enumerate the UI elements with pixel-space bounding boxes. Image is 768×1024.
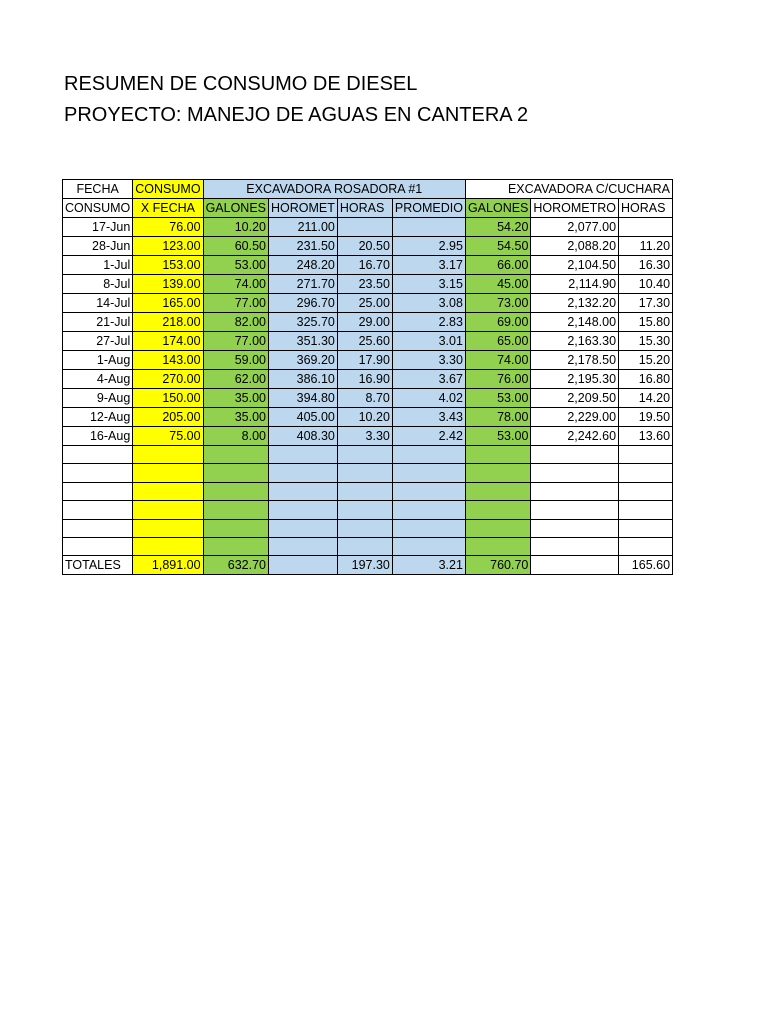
cell-horometro-1: 271.70 — [269, 275, 338, 294]
cell-galones-2: 76.00 — [465, 370, 530, 389]
cell-horometro-2: 2,132.20 — [531, 294, 619, 313]
cell-horometro-1: 351.30 — [269, 332, 338, 351]
cell-promedio: 3.17 — [392, 256, 465, 275]
table-row — [63, 332, 673, 351]
empty-row — [63, 519, 673, 537]
cell-galones-2: 45.00 — [465, 275, 530, 294]
cell-galones-1-empty — [203, 446, 268, 464]
cell-horas-1: 23.50 — [337, 275, 392, 294]
cell-consumo-empty — [133, 482, 203, 500]
cell-galones-1: 74.00 — [203, 275, 268, 294]
cell-horometro-1-empty — [269, 519, 338, 537]
totals-horas-1: 197.30 — [337, 556, 392, 575]
cell-promedio: 2.42 — [392, 427, 465, 446]
cell-galones-2: 53.00 — [465, 427, 530, 446]
cell-promedio: 3.01 — [392, 332, 465, 351]
cell-horas-1: 25.00 — [337, 294, 392, 313]
cell-fecha-empty — [63, 537, 133, 555]
cell-horometro-1-empty — [269, 464, 338, 482]
table-row — [63, 370, 673, 389]
totals-galones-1: 632.70 — [203, 556, 268, 575]
cell-promedio-empty — [392, 501, 465, 519]
header-excavadora-cuchara: EXCAVADORA C/CUCHARA — [465, 180, 672, 199]
header-fecha-consumo: CONSUMO — [63, 199, 133, 218]
cell-consumo: 123.00 — [133, 237, 203, 256]
cell-horometro-1-empty — [269, 446, 338, 464]
cell-horas-2-empty — [619, 501, 673, 519]
header-horometro-2: HOROMETRO — [531, 199, 619, 218]
cell-horometro-2-empty — [531, 501, 619, 519]
cell-galones-2: 66.00 — [465, 256, 530, 275]
header-row-2 — [63, 199, 673, 218]
cell-consumo-empty — [133, 501, 203, 519]
cell-consumo: 174.00 — [133, 332, 203, 351]
cell-fecha: 1-Aug — [63, 351, 133, 370]
cell-promedio-empty — [392, 464, 465, 482]
cell-horometro-2-empty — [531, 482, 619, 500]
cell-promedio: 3.30 — [392, 351, 465, 370]
cell-galones-1: 53.00 — [203, 256, 268, 275]
cell-horas-1: 20.50 — [337, 237, 392, 256]
cell-promedio: 3.15 — [392, 275, 465, 294]
cell-galones-1-empty — [203, 501, 268, 519]
cell-horometro-1: 408.30 — [269, 427, 338, 446]
cell-galones-2-empty — [465, 482, 530, 500]
cell-horometro-1-empty — [269, 501, 338, 519]
cell-horas-1-empty — [337, 519, 392, 537]
cell-fecha: 17-Jun — [63, 218, 133, 237]
cell-horas-1-empty — [337, 537, 392, 555]
cell-galones-2: 69.00 — [465, 313, 530, 332]
header-x-fecha: X FECHA — [133, 199, 203, 218]
cell-galones-2: 65.00 — [465, 332, 530, 351]
cell-horometro-1: 405.00 — [269, 408, 338, 427]
cell-fecha-empty — [63, 446, 133, 464]
cell-horometro-2: 2,242.60 — [531, 427, 619, 446]
cell-consumo-empty — [133, 519, 203, 537]
cell-fecha: 1-Jul — [63, 256, 133, 275]
totals-horometro-2 — [531, 556, 619, 575]
cell-horometro-1: 231.50 — [269, 237, 338, 256]
cell-horometro-1: 386.10 — [269, 370, 338, 389]
cell-horas-2: 16.80 — [619, 370, 673, 389]
cell-consumo: 75.00 — [133, 427, 203, 446]
table-row — [63, 294, 673, 313]
totals-horometro-1 — [269, 556, 338, 575]
cell-horometro-1: 296.70 — [269, 294, 338, 313]
cell-horometro-1: 325.70 — [269, 313, 338, 332]
cell-horometro-1: 211.00 — [269, 218, 338, 237]
totals-row — [63, 556, 673, 575]
header-horometro-1: HOROMET — [269, 199, 338, 218]
cell-horometro-2-empty — [531, 537, 619, 555]
cell-galones-2: 53.00 — [465, 389, 530, 408]
empty-row — [63, 464, 673, 482]
cell-galones-2-empty — [465, 464, 530, 482]
header-excavadora-rosadora: EXCAVADORA ROSADORA #1 — [203, 180, 465, 199]
cell-horometro-2: 2,178.50 — [531, 351, 619, 370]
cell-galones-2: 74.00 — [465, 351, 530, 370]
cell-horas-1: 8.70 — [337, 389, 392, 408]
header-galones-2: GALONES — [465, 199, 530, 218]
cell-horas-2-empty — [619, 519, 673, 537]
header-horas-2: HORAS — [619, 199, 673, 218]
cell-horometro-1: 369.20 — [269, 351, 338, 370]
cell-horas-2-empty — [619, 464, 673, 482]
empty-row — [63, 446, 673, 464]
cell-galones-1: 60.50 — [203, 237, 268, 256]
cell-consumo: 143.00 — [133, 351, 203, 370]
cell-consumo: 153.00 — [133, 256, 203, 275]
cell-horas-2: 16.30 — [619, 256, 673, 275]
table-body — [63, 218, 673, 556]
cell-galones-2-empty — [465, 519, 530, 537]
cell-horometro-2: 2,195.30 — [531, 370, 619, 389]
header-consumo: CONSUMO — [133, 180, 203, 199]
cell-horometro-2: 2,104.50 — [531, 256, 619, 275]
document-title: RESUMEN DE CONSUMO DE DIESEL — [64, 73, 418, 95]
cell-horas-1: 25.60 — [337, 332, 392, 351]
cell-galones-1-empty — [203, 519, 268, 537]
cell-horas-2: 11.20 — [619, 237, 673, 256]
cell-horometro-2-empty — [531, 464, 619, 482]
cell-horas-1 — [337, 218, 392, 237]
cell-horas-1: 17.90 — [337, 351, 392, 370]
table-row — [63, 351, 673, 370]
empty-row — [63, 537, 673, 555]
cell-galones-1: 82.00 — [203, 313, 268, 332]
cell-promedio: 3.67 — [392, 370, 465, 389]
cell-galones-2: 78.00 — [465, 408, 530, 427]
table-row — [63, 313, 673, 332]
cell-galones-2-empty — [465, 501, 530, 519]
cell-horas-2: 10.40 — [619, 275, 673, 294]
cell-fecha: 8-Jul — [63, 275, 133, 294]
cell-horas-2-empty — [619, 482, 673, 500]
cell-consumo: 76.00 — [133, 218, 203, 237]
cell-galones-1: 59.00 — [203, 351, 268, 370]
totals-promedio: 3.21 — [392, 556, 465, 575]
cell-horas-2-empty — [619, 537, 673, 555]
cell-horas-2: 19.50 — [619, 408, 673, 427]
cell-consumo: 218.00 — [133, 313, 203, 332]
cell-horas-2: 15.20 — [619, 351, 673, 370]
cell-galones-1: 62.00 — [203, 370, 268, 389]
header-galones-1: GALONES — [203, 199, 268, 218]
cell-galones-1: 10.20 — [203, 218, 268, 237]
cell-consumo: 165.00 — [133, 294, 203, 313]
cell-galones-1: 77.00 — [203, 332, 268, 351]
cell-galones-1-empty — [203, 464, 268, 482]
cell-horometro-2-empty — [531, 519, 619, 537]
totals-horas-2: 165.60 — [619, 556, 673, 575]
cell-horometro-1: 248.20 — [269, 256, 338, 275]
cell-galones-1: 35.00 — [203, 389, 268, 408]
cell-horas-1: 10.20 — [337, 408, 392, 427]
table-row — [63, 408, 673, 427]
cell-promedio-empty — [392, 519, 465, 537]
cell-galones-2: 54.20 — [465, 218, 530, 237]
cell-promedio: 2.83 — [392, 313, 465, 332]
cell-horas-1: 16.90 — [337, 370, 392, 389]
cell-horas-1-empty — [337, 482, 392, 500]
cell-horometro-2-empty — [531, 446, 619, 464]
cell-horometro-2: 2,229.00 — [531, 408, 619, 427]
cell-fecha: 28-Jun — [63, 237, 133, 256]
cell-fecha-empty — [63, 464, 133, 482]
cell-horas-1-empty — [337, 501, 392, 519]
cell-galones-2-empty — [465, 446, 530, 464]
diesel-consumption-table — [62, 179, 673, 575]
cell-horas-2: 17.30 — [619, 294, 673, 313]
table-row — [63, 237, 673, 256]
table-row — [63, 427, 673, 446]
header-promedio: PROMEDIO — [392, 199, 465, 218]
cell-horas-2: 14.20 — [619, 389, 673, 408]
cell-horometro-2: 2,114.90 — [531, 275, 619, 294]
cell-horometro-2: 2,209.50 — [531, 389, 619, 408]
table-row — [63, 275, 673, 294]
cell-galones-1: 8.00 — [203, 427, 268, 446]
cell-horometro-1: 394.80 — [269, 389, 338, 408]
totals-consumo: 1,891.00 — [133, 556, 203, 575]
cell-consumo: 139.00 — [133, 275, 203, 294]
cell-horas-2: 15.30 — [619, 332, 673, 351]
cell-galones-1-empty — [203, 537, 268, 555]
cell-horas-2-empty — [619, 446, 673, 464]
cell-fecha: 16-Aug — [63, 427, 133, 446]
cell-promedio — [392, 218, 465, 237]
cell-horas-1-empty — [337, 446, 392, 464]
cell-fecha-empty — [63, 482, 133, 500]
table-row — [63, 256, 673, 275]
cell-fecha: 27-Jul — [63, 332, 133, 351]
cell-promedio-empty — [392, 482, 465, 500]
cell-galones-2: 54.50 — [465, 237, 530, 256]
cell-galones-2-empty — [465, 537, 530, 555]
cell-horas-1: 16.70 — [337, 256, 392, 275]
cell-horometro-2: 2,148.00 — [531, 313, 619, 332]
cell-galones-1: 77.00 — [203, 294, 268, 313]
cell-horometro-2: 2,088.20 — [531, 237, 619, 256]
cell-consumo: 150.00 — [133, 389, 203, 408]
empty-row — [63, 482, 673, 500]
totals-galones-2: 760.70 — [465, 556, 530, 575]
cell-fecha: 4-Aug — [63, 370, 133, 389]
cell-horas-1: 3.30 — [337, 427, 392, 446]
cell-fecha-empty — [63, 519, 133, 537]
cell-consumo: 270.00 — [133, 370, 203, 389]
cell-consumo-empty — [133, 537, 203, 555]
cell-horometro-1-empty — [269, 537, 338, 555]
cell-consumo-empty — [133, 464, 203, 482]
project-title: PROYECTO: MANEJO DE AGUAS EN CANTERA 2 — [64, 104, 529, 126]
cell-horas-1: 29.00 — [337, 313, 392, 332]
cell-horas-2: 13.60 — [619, 427, 673, 446]
cell-promedio-empty — [392, 446, 465, 464]
cell-promedio: 3.08 — [392, 294, 465, 313]
cell-horas-2 — [619, 218, 673, 237]
cell-horas-2: 15.80 — [619, 313, 673, 332]
table-row — [63, 389, 673, 408]
cell-fecha: 21-Jul — [63, 313, 133, 332]
cell-consumo-empty — [133, 446, 203, 464]
cell-promedio: 4.02 — [392, 389, 465, 408]
cell-horas-1-empty — [337, 464, 392, 482]
cell-galones-1-empty — [203, 482, 268, 500]
header-horas-1: HORAS — [337, 199, 392, 218]
cell-fecha: 14-Jul — [63, 294, 133, 313]
cell-promedio-empty — [392, 537, 465, 555]
cell-consumo: 205.00 — [133, 408, 203, 427]
cell-horometro-1-empty — [269, 482, 338, 500]
empty-row — [63, 501, 673, 519]
cell-fecha: 12-Aug — [63, 408, 133, 427]
cell-galones-1: 35.00 — [203, 408, 268, 427]
cell-galones-2: 73.00 — [465, 294, 530, 313]
cell-horometro-2: 2,163.30 — [531, 332, 619, 351]
cell-promedio: 2.95 — [392, 237, 465, 256]
cell-promedio: 3.43 — [392, 408, 465, 427]
cell-fecha-empty — [63, 501, 133, 519]
header-fecha: FECHA — [63, 180, 133, 199]
cell-fecha: 9-Aug — [63, 389, 133, 408]
header-row-1 — [63, 180, 673, 199]
table-row — [63, 218, 673, 237]
totals-label: TOTALES — [63, 556, 133, 575]
cell-horometro-2: 2,077.00 — [531, 218, 619, 237]
